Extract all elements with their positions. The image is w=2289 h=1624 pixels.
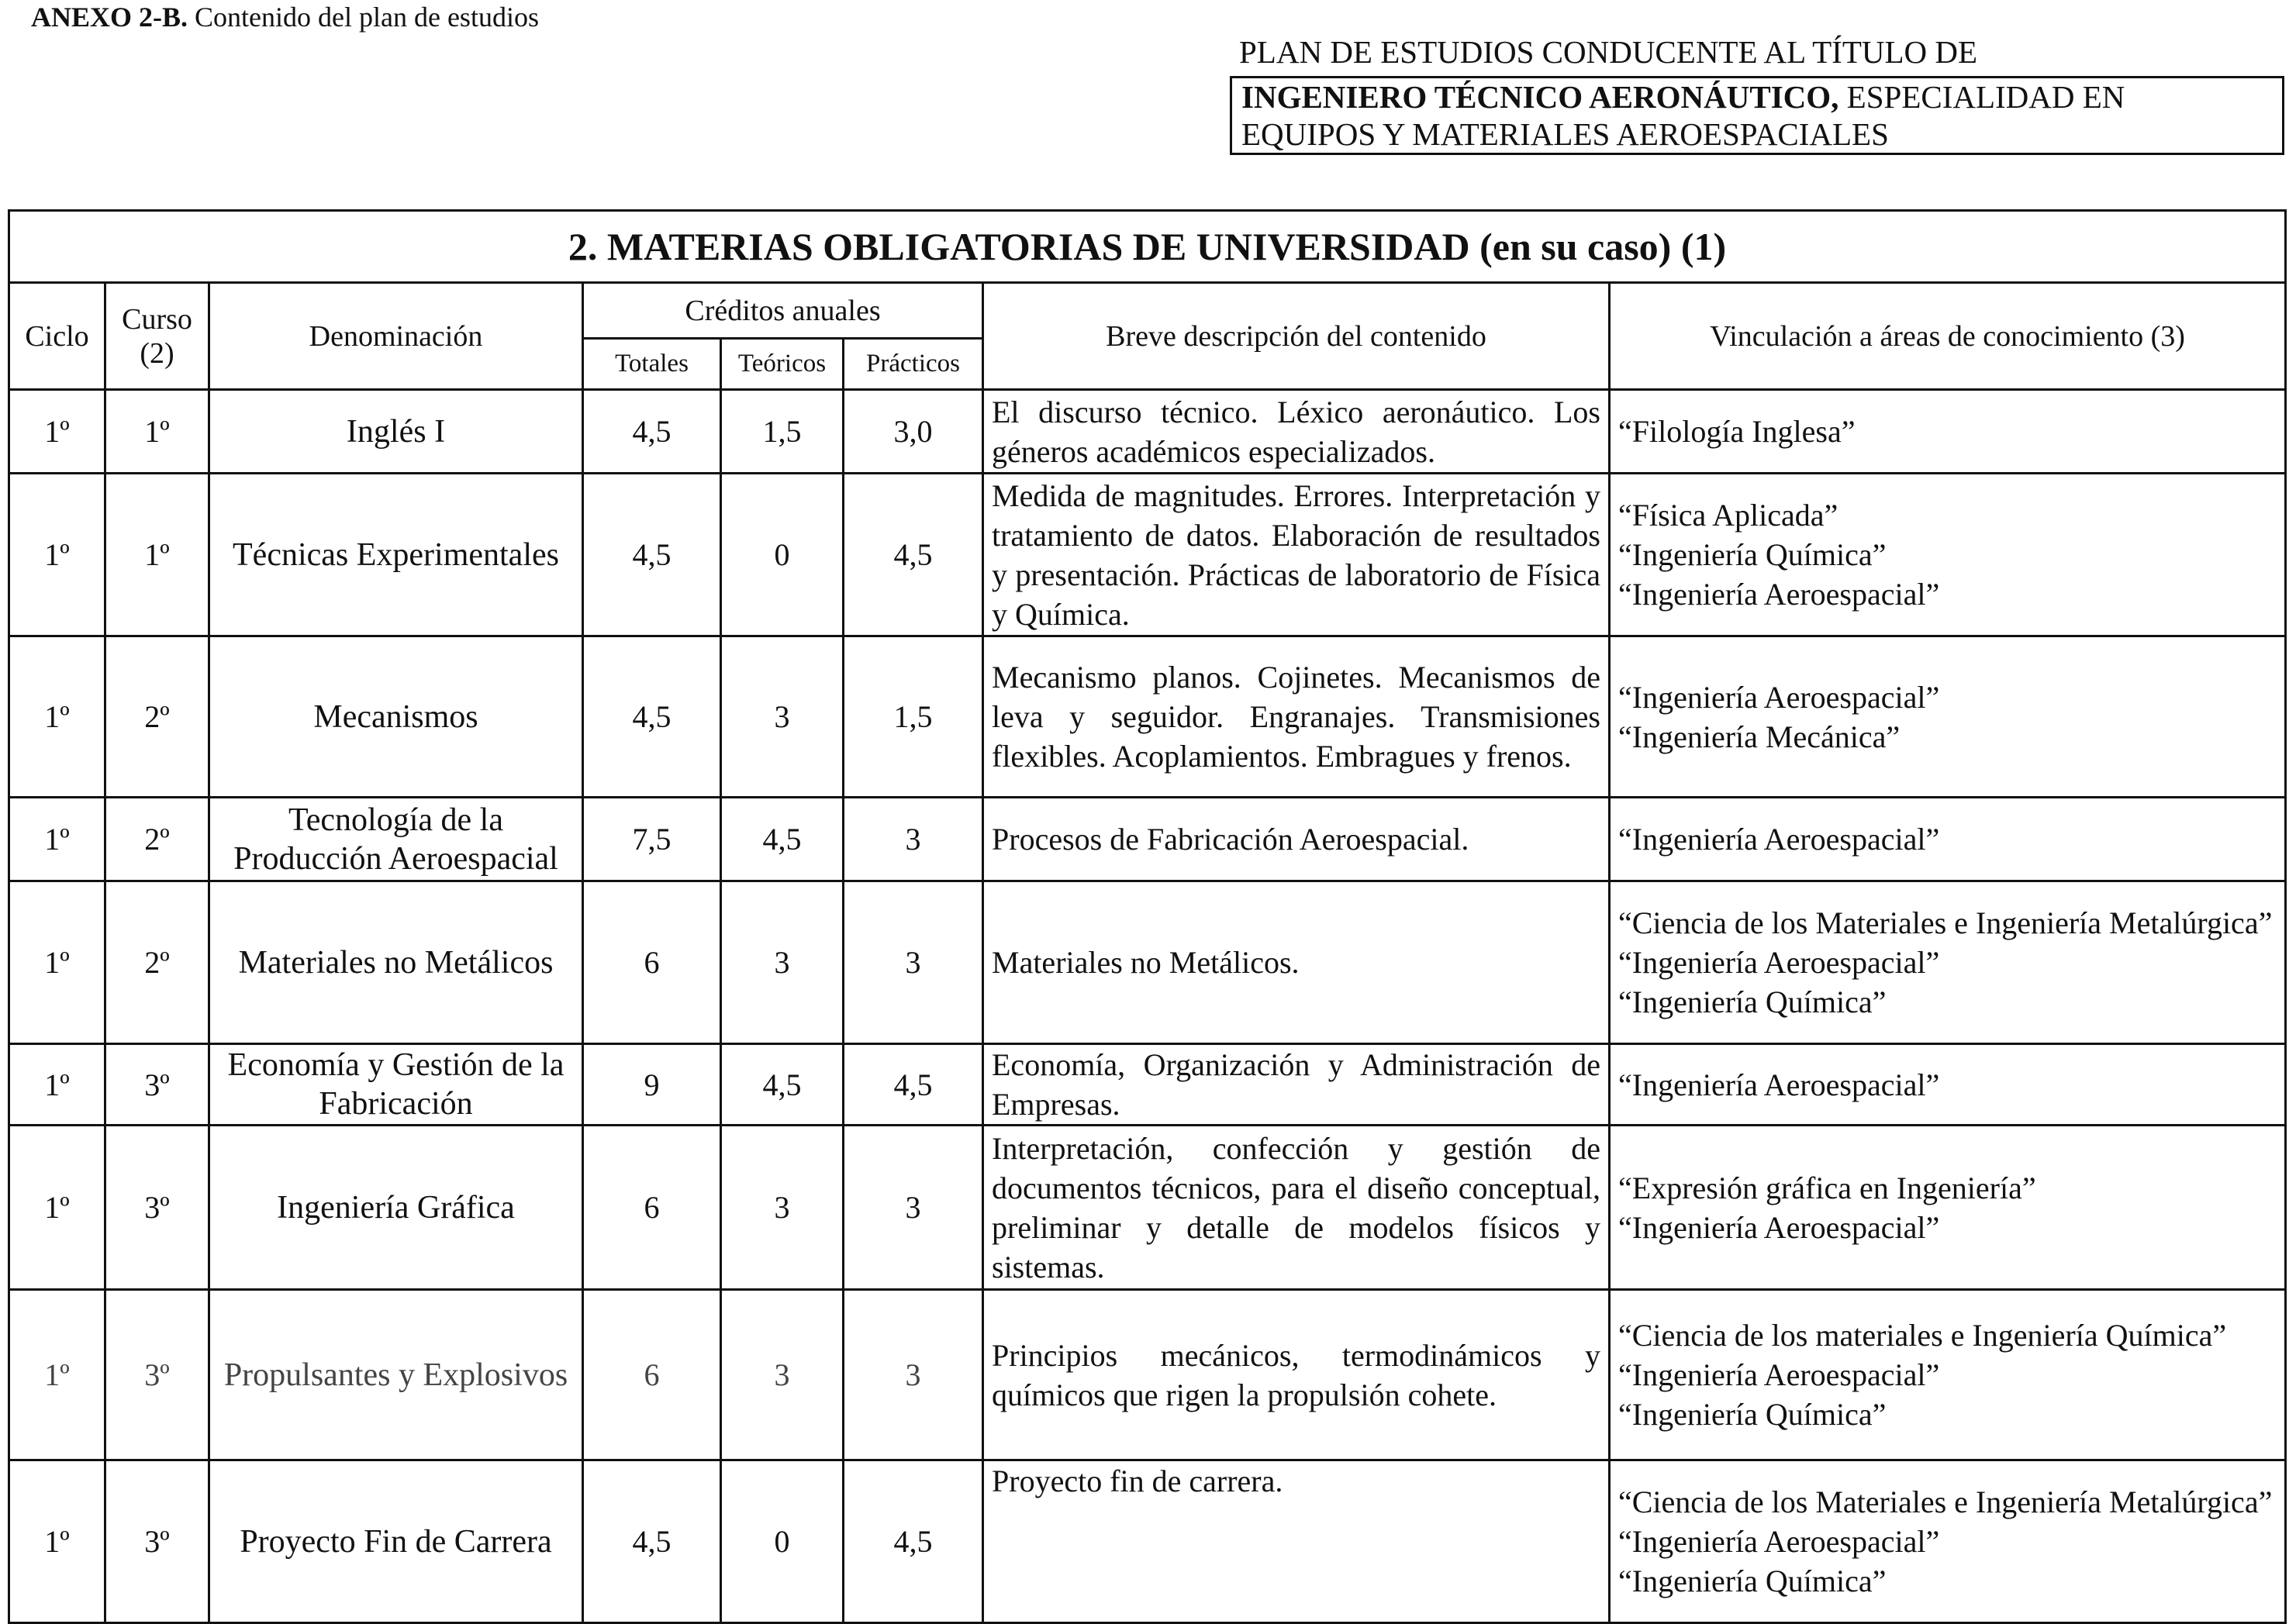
cell-denominacion: Proyecto Fin de Carrera — [209, 1460, 583, 1623]
area-item: “Ciencia de los Materiales e Ingeniería Metalúrgica” — [1618, 1484, 2273, 1519]
table-row — [9, 1044, 2286, 1126]
table-row — [9, 1290, 2286, 1460]
table-title — [9, 211, 2286, 283]
table-title-rest: (en su caso) (1) — [1469, 225, 1727, 268]
area-item: “Ingeniería Aeroespacial” — [1618, 945, 1940, 980]
table-body — [9, 211, 2286, 1623]
area-item: “Ingeniería Química” — [1618, 984, 1887, 1019]
area-item: “Ingeniería Aeroespacial” — [1618, 822, 1940, 857]
cell-teoricos: 0 — [721, 474, 844, 636]
cell-practicos: 4,5 — [844, 474, 983, 636]
header-vinculacion: Vinculación a áreas de conocimiento (3) — [1610, 283, 2286, 390]
cell-vinculacion — [1610, 798, 2286, 881]
annex-text: Contenido del plan de estudios — [188, 2, 539, 33]
area-item: “Física Aplicada” — [1618, 498, 1838, 533]
header-creditos: Créditos anuales — [583, 283, 983, 339]
area-item: “Filología Inglesa” — [1618, 414, 1856, 449]
cell-teoricos: 3 — [721, 1290, 844, 1460]
cell-teoricos: 3 — [721, 881, 844, 1044]
area-item: “Ingeniería Química” — [1618, 1564, 1887, 1598]
cell-teoricos: 1,5 — [721, 390, 844, 474]
header-denominacion: Denominación — [209, 283, 583, 390]
cell-practicos: 3 — [844, 798, 983, 881]
cell-totales: 4,5 — [583, 636, 721, 798]
cell-ciclo: 1º — [9, 1044, 105, 1126]
area-item: “Ingeniería Aeroespacial” — [1618, 1067, 1940, 1102]
degree-title-rest: ESPECIALIDAD EN — [1838, 79, 2125, 115]
subjects-table — [8, 209, 2287, 1624]
cell-practicos: 4,5 — [844, 1044, 983, 1126]
cell-descripcion: Economía, Organización y Administración de Empresas. — [983, 1044, 1610, 1126]
degree-title-box — [1230, 76, 2284, 155]
header-curso-label: Curso — [122, 302, 192, 336]
cell-curso: 3º — [105, 1460, 209, 1623]
cell-totales: 6 — [583, 881, 721, 1044]
header-curso — [105, 283, 209, 390]
header-curso-note: (2) — [140, 336, 174, 370]
cell-practicos: 3 — [844, 1290, 983, 1460]
area-item: “Ingeniería Química” — [1618, 537, 1887, 572]
cell-vinculacion — [1610, 1290, 2286, 1460]
table-row — [9, 1126, 2286, 1290]
cell-totales: 4,5 — [583, 1460, 721, 1623]
annex-heading — [31, 2, 539, 33]
cell-teoricos: 0 — [721, 1460, 844, 1623]
table-row — [9, 390, 2286, 474]
degree-title-line2: EQUIPOS Y MATERIALES AEROESPACIALES — [1241, 116, 1889, 152]
area-item: “Ingeniería Mecánica” — [1618, 719, 1901, 754]
area-item: “Ingeniería Aeroespacial” — [1618, 1357, 1940, 1392]
cell-ciclo: 1º — [9, 636, 105, 798]
cell-curso: 2º — [105, 881, 209, 1044]
cell-curso: 3º — [105, 1126, 209, 1290]
cell-curso: 2º — [105, 798, 209, 881]
cell-descripcion: Principios mecánicos, termodinámicos y químicos que rigen la propulsión cohete. — [983, 1290, 1610, 1460]
area-item: “Ciencia de los materiales e Ingeniería Química” — [1618, 1318, 2227, 1353]
header-totales: Totales — [583, 339, 721, 390]
cell-practicos: 3 — [844, 1126, 983, 1290]
header-descripcion: Breve descripción del contenido — [983, 283, 1610, 390]
table-row — [9, 881, 2286, 1044]
degree-title-line1 — [1241, 78, 2273, 116]
cell-denominacion: Economía y Gestión de la Fabricación — [209, 1044, 583, 1126]
area-item: “Ingeniería Aeroespacial” — [1618, 1524, 1940, 1559]
cell-denominacion: Tecnología de la Producción Aeroespacial — [209, 798, 583, 881]
cell-curso: 3º — [105, 1044, 209, 1126]
table-row — [9, 1460, 2286, 1623]
cell-descripcion: Procesos de Fabricación Aeroespacial. — [983, 798, 1610, 881]
cell-practicos: 3,0 — [844, 390, 983, 474]
cell-ciclo: 1º — [9, 1126, 105, 1290]
header-row-1 — [9, 283, 2286, 339]
cell-teoricos: 3 — [721, 1126, 844, 1290]
area-item: “Ciencia de los Materiales e Ingeniería Metalúrgica” — [1618, 905, 2273, 940]
table-row — [9, 474, 2286, 636]
cell-vinculacion — [1610, 474, 2286, 636]
cell-ciclo: 1º — [9, 390, 105, 474]
cell-curso: 3º — [105, 1290, 209, 1460]
cell-curso: 2º — [105, 636, 209, 798]
annex-label: ANEXO 2-B. — [31, 2, 188, 33]
cell-denominacion: Ingeniería Gráfica — [209, 1126, 583, 1290]
plan-heading: PLAN DE ESTUDIOS CONDUCENTE AL TÍTULO DE — [1239, 34, 1978, 70]
cell-vinculacion — [1610, 1460, 2286, 1623]
table-title-bold: 2. MATERIAS OBLIGATORIAS DE UNIVERSIDAD — [568, 225, 1470, 268]
cell-descripcion: Medida de magnitudes. Errores. Interpretación y tratamiento de datos. Elaboración de resultados y presentación. Prácticas de laboratorio de Física y Química. — [983, 474, 1610, 636]
cell-curso: 1º — [105, 390, 209, 474]
cell-descripcion: Proyecto fin de carrera. — [983, 1460, 1610, 1623]
cell-denominacion: Propulsantes y Explosivos — [209, 1290, 583, 1460]
cell-totales: 6 — [583, 1290, 721, 1460]
cell-denominacion: Técnicas Experimentales — [209, 474, 583, 636]
cell-ciclo: 1º — [9, 798, 105, 881]
cell-totales: 6 — [583, 1126, 721, 1290]
cell-vinculacion — [1610, 1126, 2286, 1290]
cell-practicos: 3 — [844, 881, 983, 1044]
cell-vinculacion — [1610, 390, 2286, 474]
cell-practicos: 4,5 — [844, 1460, 983, 1623]
cell-totales: 4,5 — [583, 390, 721, 474]
header-teoricos: Teóricos — [721, 339, 844, 390]
area-item: “Ingeniería Aeroespacial” — [1618, 577, 1940, 612]
table-row — [9, 798, 2286, 881]
degree-title-bold: INGENIERO TÉCNICO AERONÁUTICO, — [1241, 79, 1839, 115]
cell-ciclo: 1º — [9, 1460, 105, 1623]
area-item: “Ingeniería Química” — [1618, 1397, 1887, 1432]
cell-teoricos: 3 — [721, 636, 844, 798]
cell-ciclo: 1º — [9, 1290, 105, 1460]
cell-denominacion: Inglés I — [209, 390, 583, 474]
area-item: “Ingeniería Aeroespacial” — [1618, 679, 1940, 715]
cell-vinculacion — [1610, 1044, 2286, 1126]
cell-denominacion: Materiales no Metálicos — [209, 881, 583, 1044]
cell-practicos: 1,5 — [844, 636, 983, 798]
header-ciclo: Ciclo — [9, 283, 105, 390]
cell-descripcion: Interpretación, confección y gestión de documentos técnicos, para el diseño conceptual, preliminar y detalle de modelos físicos y sistemas. — [983, 1126, 1610, 1290]
cell-vinculacion — [1610, 881, 2286, 1044]
cell-teoricos: 4,5 — [721, 798, 844, 881]
cell-totales: 9 — [583, 1044, 721, 1126]
table-row — [9, 636, 2286, 798]
header-practicos: Prácticos — [844, 339, 983, 390]
cell-vinculacion — [1610, 636, 2286, 798]
cell-teoricos: 4,5 — [721, 1044, 844, 1126]
cell-totales: 4,5 — [583, 474, 721, 636]
cell-ciclo: 1º — [9, 474, 105, 636]
table-title-row — [9, 211, 2286, 283]
cell-descripcion: Mecanismo planos. Cojinetes. Mecanismos de leva y seguidor. Engranajes. Transmisiones flexibles. Acoplamientos. Embragues y frenos. — [983, 636, 1610, 798]
cell-ciclo: 1º — [9, 881, 105, 1044]
cell-denominacion: Mecanismos — [209, 636, 583, 798]
cell-descripcion: El discurso técnico. Léxico aeronáutico. Los géneros académicos especializados. — [983, 390, 1610, 474]
area-item: “Expresión gráfica en Ingeniería” — [1618, 1170, 2036, 1205]
cell-curso: 1º — [105, 474, 209, 636]
cell-descripcion: Materiales no Metálicos. — [983, 881, 1610, 1044]
area-item: “Ingeniería Aeroespacial” — [1618, 1209, 1940, 1245]
cell-totales: 7,5 — [583, 798, 721, 881]
